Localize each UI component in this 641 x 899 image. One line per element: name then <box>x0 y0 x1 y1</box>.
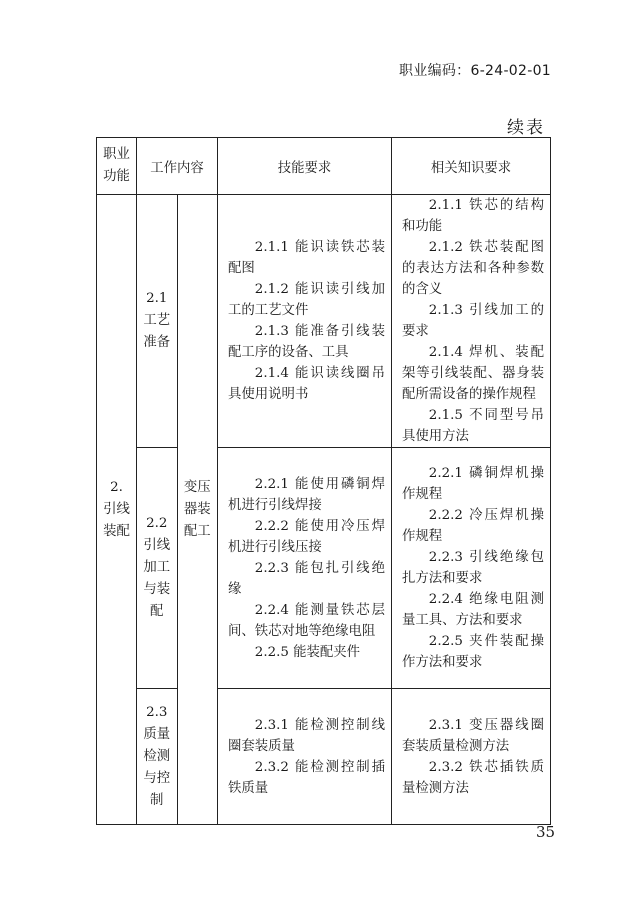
skill-item: 2.2.4 能测量铁芯层间、铁芯对地等绝缘电阻 <box>228 602 385 639</box>
skill-item: 2.1.1 能识读铁芯装配图 <box>228 240 385 276</box>
job-cell: 变压 器装 配工 <box>177 195 218 825</box>
skill-item: 2.3.1 能检测控制线圈套装质量 <box>228 717 385 754</box>
skills-table <box>96 137 551 825</box>
knowledge-item: 2.1.4 焊机、装配架等引线装配、器身装配所需设备的操作规程 <box>402 345 544 402</box>
page-number: 35 <box>536 823 556 841</box>
knowledge-cell-2-2 <box>392 448 551 689</box>
sub-cell-2-3: 2.3 质量 检测 与控 制 <box>137 689 178 825</box>
skills-cell-2-3 <box>218 689 392 825</box>
sub-cell-2-2: 2.2 引线 加工 与装 配 <box>137 448 178 689</box>
skill-item: 2.2.5 能装配夹件 <box>254 644 361 660</box>
knowledge-item: 2.2.5 夹件装配操作方法和要求 <box>402 634 544 670</box>
knowledge-item: 2.2.3 引线绝缘包扎方法和要求 <box>402 550 544 586</box>
header-skills: 技能要求 <box>218 138 392 195</box>
knowledge-item: 2.3.1 变压器线圈套装质量检测方法 <box>402 717 544 754</box>
knowledge-cell-2-3 <box>392 689 551 825</box>
sub-cell-2-1: 2.1 工艺 准备 <box>137 195 178 448</box>
header-work-content: 工作内容 <box>137 138 218 195</box>
skill-item: 2.1.4 能识读线圈吊具使用说明书 <box>228 366 385 402</box>
table-row <box>97 689 551 825</box>
skill-item: 2.2.1 能使用磷铜焊机进行引线焊接 <box>228 476 385 513</box>
function-cell: 2. 引线装配 <box>97 195 137 825</box>
skill-item: 2.1.3 能准备引线装配工序的设备、工具 <box>228 324 385 360</box>
skill-item: 2.2.2 能使用冷压焊机进行引线压接 <box>228 518 385 555</box>
knowledge-item: 2.2.2 冷压焊机操作规程 <box>402 508 544 544</box>
header-knowledge: 相关知识要求 <box>392 138 551 195</box>
header-function: 职业 功能 <box>97 138 137 195</box>
knowledge-item: 2.1.1 铁芯的结构和功能 <box>402 198 544 234</box>
knowledge-item: 2.1.5 不同型号吊具使用方法 <box>402 408 544 444</box>
knowledge-item: 2.1.3 引线加工的要求 <box>402 303 544 339</box>
table-header-row <box>97 138 551 195</box>
knowledge-item: 2.2.1 磷铜焊机操作规程 <box>402 466 544 502</box>
knowledge-item: 2.3.2 铁芯插铁质量检测方法 <box>402 759 544 796</box>
skill-item: 2.1.2 能识读引线加工的工艺文件 <box>228 282 385 318</box>
continued-label: 续表 <box>507 118 545 138</box>
table-row <box>97 195 551 448</box>
skill-item: 2.2.3 能包扎引线绝缘 <box>228 560 385 597</box>
skills-cell-2-2 <box>218 448 392 689</box>
knowledge-item: 2.1.2 铁芯装配图的表达方法和各种参数的含义 <box>402 240 544 297</box>
knowledge-cell-2-1 <box>392 195 551 448</box>
knowledge-item: 2.2.4 绝缘电阻测量工具、方法和要求 <box>402 592 544 628</box>
skills-cell-2-1 <box>218 195 392 448</box>
skill-item: 2.3.2 能检测控制插铁质量 <box>228 759 385 796</box>
table-row <box>97 448 551 689</box>
occupation-code: 职业编码：6-24-02-01 <box>398 63 551 79</box>
